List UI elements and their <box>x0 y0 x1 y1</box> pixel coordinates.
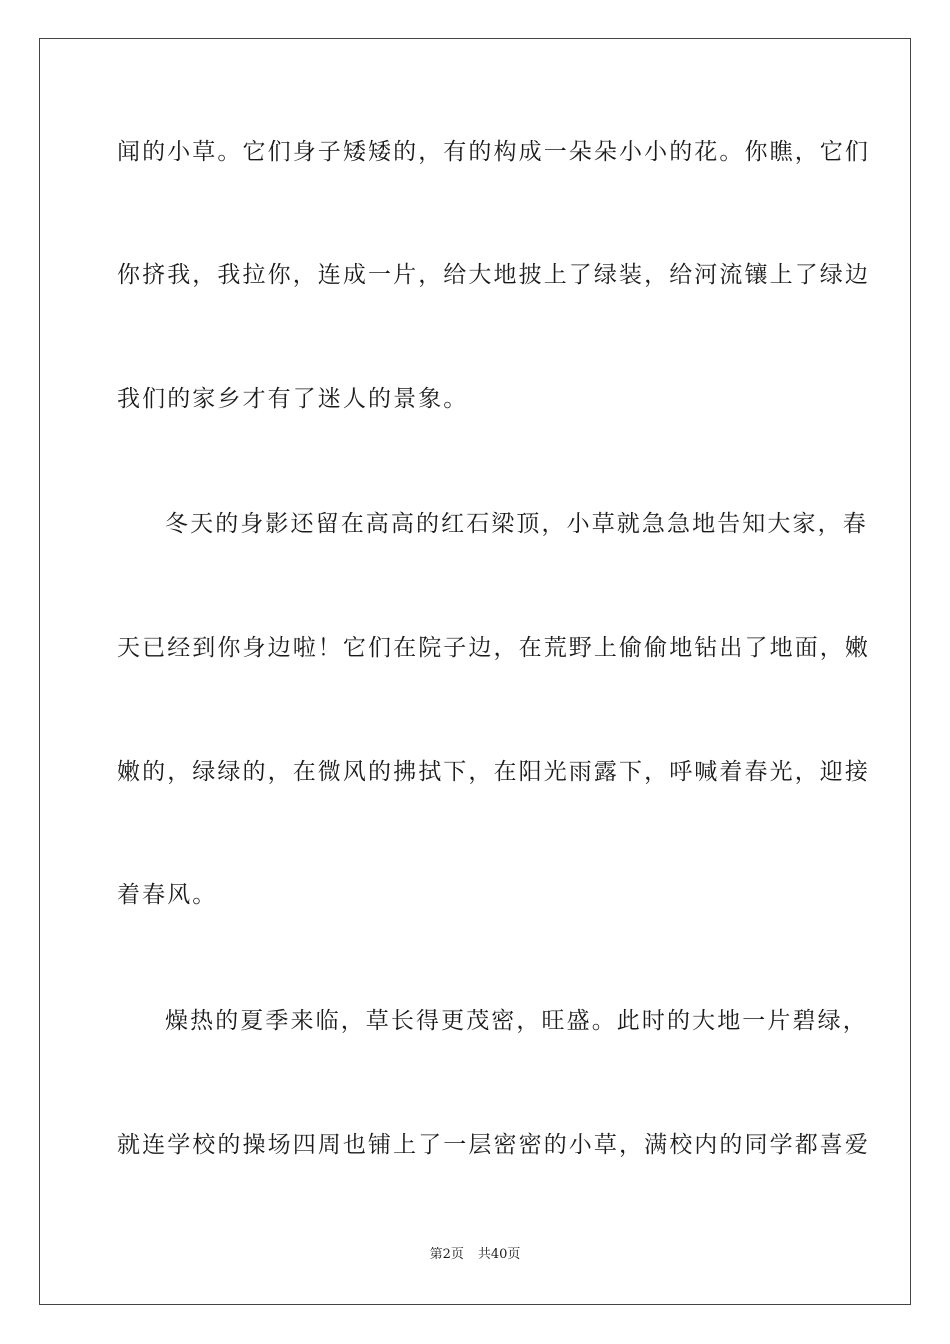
paragraph-first-line: 燥热的夏季来临，草长得更茂密，旺盛。此时的大地一片碧绿， <box>165 1008 868 1034</box>
page-footer <box>0 1246 950 1264</box>
text-line: 就连学校的操场四周也铺上了一层密密的小草，满校内的同学都喜爱 <box>117 1132 870 1158</box>
text-line: 闻的小草。它们身子矮矮的，有的构成一朵朵小小的花。你瞧，它们 <box>117 139 870 165</box>
text-line: 着春风。 <box>117 882 218 908</box>
text-line: 嫩的，绿绿的，在微风的拂拭下，在阳光雨露下，呼喊着春光，迎接 <box>117 759 870 785</box>
page-border <box>39 38 911 1305</box>
page-number: 第2页 <box>429 1247 464 1262</box>
text-line: 我们的家乡才有了迷人的景象。 <box>117 386 469 412</box>
page-total: 共40页 <box>477 1247 521 1262</box>
text-line: 你挤我，我拉你，连成一片，给大地披上了绿装，给河流镶上了绿边 <box>117 262 870 288</box>
paragraph-first-line: 冬天的身影还留在高高的红石梁顶，小草就急急地告知大家，春 <box>165 511 868 537</box>
text-line: 天已经到你身边啦！它们在院子边，在荒野上偷偷地钻出了地面，嫩 <box>117 635 870 661</box>
